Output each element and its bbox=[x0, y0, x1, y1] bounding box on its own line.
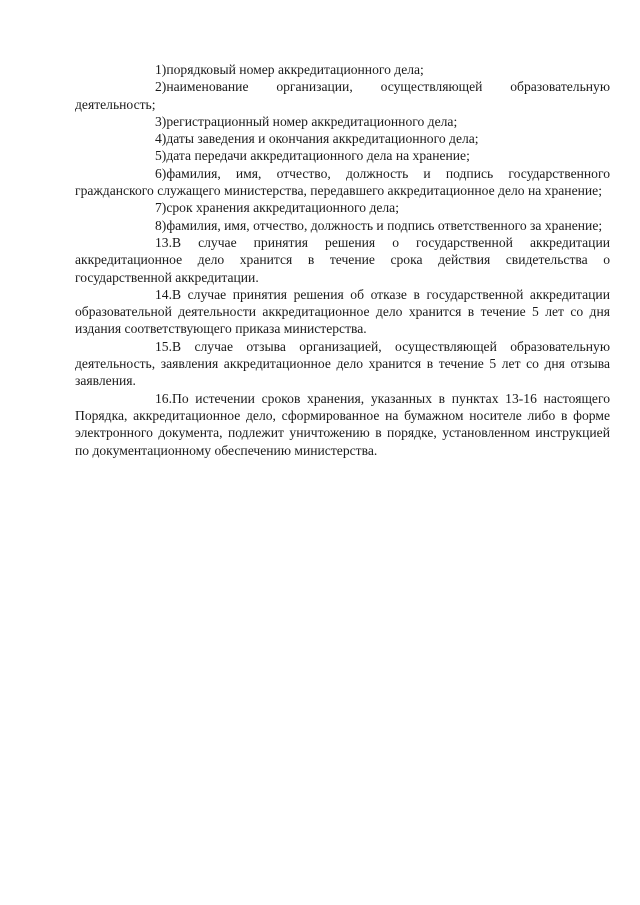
list-item bbox=[75, 113, 610, 130]
item-number: 7) bbox=[155, 200, 167, 216]
clause-text: По истечении сроков хранения, указанных в пунктах 13-16 настоящего Порядка, аккредитационное дело, сформированное на бумажном носителе либо в форме электронного документа, подлежит уничтожению в порядке, установленном инструкцией по документационному обеспечению министерства. bbox=[75, 390, 610, 458]
item-text: фамилия, имя, отчество, должность и подпись ответственного за хранение; bbox=[166, 217, 603, 233]
clause-paragraph bbox=[75, 286, 610, 338]
clause-number: 16. bbox=[155, 390, 172, 406]
list-item bbox=[75, 199, 610, 216]
item-text: даты заведения и окончания аккредитационного дела; bbox=[166, 131, 479, 147]
item-number: 8) bbox=[155, 217, 167, 233]
item-text: наименование организации, осуществляющей образовательную деятельность; bbox=[75, 79, 610, 112]
item-number: 5) bbox=[155, 148, 167, 164]
item-text: фамилия, имя, отчество, должность и подпись государственного гражданского служащего министерства, передавшего аккредитационное дело на хранение; bbox=[75, 165, 610, 199]
clause-number: 14. bbox=[155, 286, 172, 302]
clause-number: 15. bbox=[155, 338, 172, 354]
clause-paragraph bbox=[75, 234, 610, 286]
item-text: порядковый номер аккредитационного дела; bbox=[166, 62, 424, 77]
clause-text: В случае отзыва организацией, осуществляющей образовательную деятельность, заявления аккредитационное дело хранится в течение 5 лет со дня отзыва заявления. bbox=[75, 338, 610, 389]
item-text: дата передачи аккредитационного дела на хранение; bbox=[166, 148, 470, 164]
list-item bbox=[75, 78, 610, 113]
document-body bbox=[75, 61, 610, 459]
item-number: 1) bbox=[155, 62, 167, 77]
item-number: 3) bbox=[155, 113, 167, 129]
list-item bbox=[75, 165, 610, 200]
item-text: срок хранения аккредитационного дела; bbox=[166, 200, 399, 216]
item-number: 2) bbox=[155, 79, 167, 95]
list-item bbox=[75, 61, 610, 78]
list-item bbox=[75, 130, 610, 147]
item-number: 6) bbox=[155, 165, 167, 181]
clause-text: В случае принятия решения о государственной аккредитации аккредитационное дело хранится в течение срока действия свидетельства о государственной аккредитации. bbox=[75, 234, 610, 285]
clause-paragraph bbox=[75, 390, 610, 459]
clause-paragraph bbox=[75, 338, 610, 390]
list-item bbox=[75, 147, 610, 164]
list-item bbox=[75, 217, 610, 234]
clause-number: 13. bbox=[155, 234, 172, 250]
clause-text: В случае принятия решения об отказе в государственной аккредитации образовательной деятельности аккредитационное дело хранится в течение 5 лет со дня издания соответствующего приказа министерства. bbox=[75, 286, 610, 337]
item-number: 4) bbox=[155, 131, 167, 147]
item-text: регистрационный номер аккредитационного дела; bbox=[166, 113, 458, 129]
